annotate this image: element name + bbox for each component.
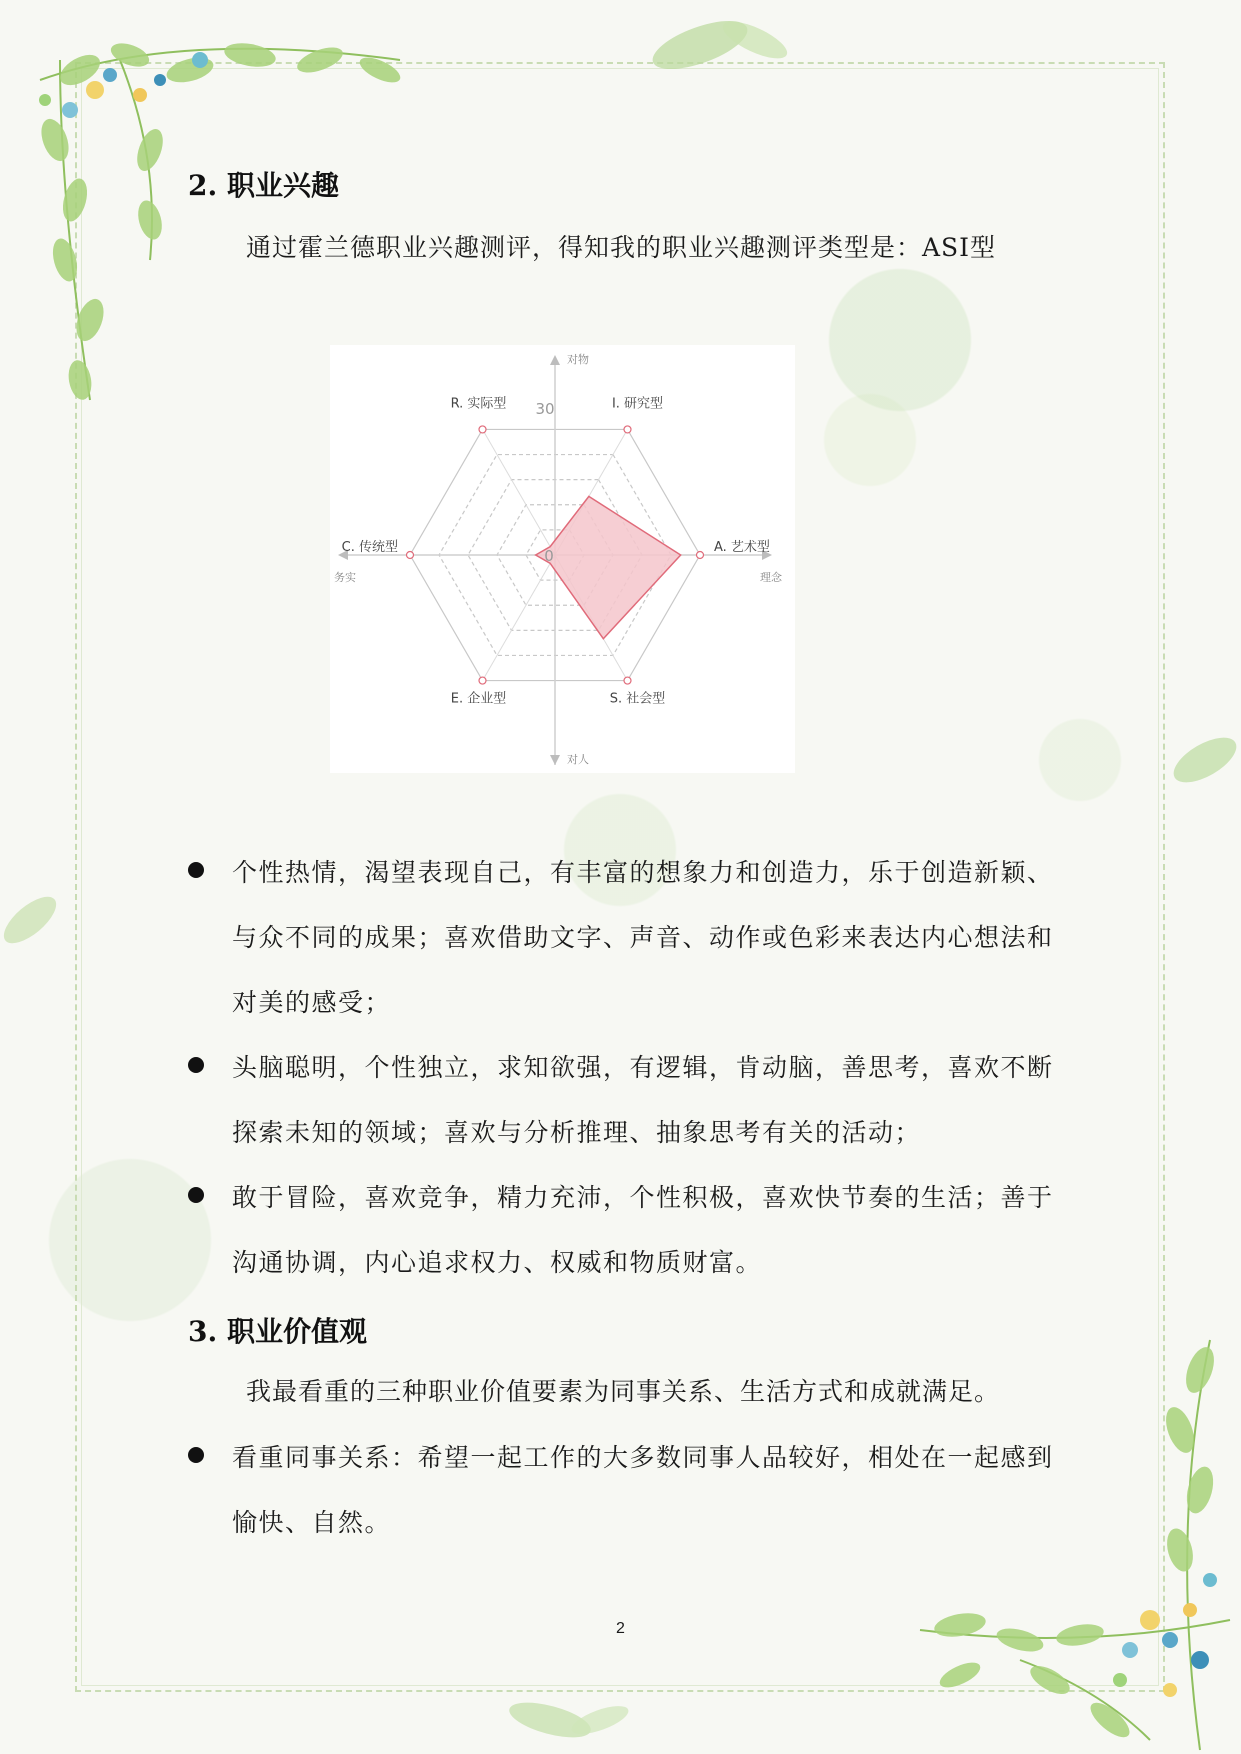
radar-axis-label: C. 传统型 <box>341 540 398 555</box>
page-number: 2 <box>616 1620 625 1637</box>
radar-data-area <box>536 496 681 638</box>
radar-chart-svg <box>330 345 795 773</box>
leaf-decoration-left <box>0 880 70 960</box>
section-heading-career-values: 3. 职业价值观 <box>188 1315 367 1348</box>
radar-tick-label: 30 <box>535 400 555 418</box>
interest-bullet-text: 个性热情，渴望表现自己，有丰富的想象力和创造力，乐于创造新颖、与众不同的成果；喜欢借助文字、声音、动作或色彩来表达内心想法和对美的感受； <box>232 858 1054 1017</box>
radar-vertex-marker <box>697 552 704 559</box>
radar-axis-label: A. 艺术型 <box>714 540 770 555</box>
interest-bullet-text: 头脑聪明，个性独立，求知欲强，有逻辑，肯动脑，善思考，喜欢不断探索未知的领域；喜欢与分析推理、抽象思考有关的活动； <box>232 1053 1054 1147</box>
radar-spoke <box>483 429 556 555</box>
direction-label-bottom: 对人 <box>567 753 589 766</box>
arrow-up-icon <box>550 355 560 365</box>
direction-label-right: 理念 <box>760 571 782 584</box>
bullet-dot <box>188 862 204 878</box>
radar-axis-label: S. 社会型 <box>609 691 666 707</box>
radar-axis-label: I. 研究型 <box>611 396 664 412</box>
radar-vertex-marker <box>479 677 486 684</box>
bullet-dot <box>188 1187 204 1203</box>
direction-label-top: 对物 <box>567 353 589 366</box>
section-heading-career-interest: 2. 职业兴趣 <box>188 169 339 202</box>
bullet-dot <box>188 1057 204 1073</box>
radar-vertex-marker <box>479 426 486 433</box>
leaf-decoration-top <box>640 10 800 80</box>
interest-intro-paragraph: 通过霍兰德职业兴趣测评，得知我的职业兴趣测评类型是：ASI型 <box>246 233 997 262</box>
values-bullet-text: 看重同事关系：希望一起工作的大多数同事人品较好，相处在一起感到 愉快、自然。 <box>232 1443 1054 1537</box>
values-intro-paragraph: 我最看重的三种职业价值要素为同事关系、生活方式和成就满足。 <box>246 1377 1001 1406</box>
radar-axis-label: E. 企业型 <box>450 691 507 707</box>
bullet-dot <box>188 1447 204 1463</box>
radar-vertex-marker <box>624 677 631 684</box>
direction-label-left: 务实 <box>334 571 356 584</box>
holland-radar-chart <box>330 345 795 773</box>
leaf-decoration-bottom <box>500 1690 640 1750</box>
leaf-decoration-right <box>1160 720 1241 800</box>
radar-axis-label: R. 实际型 <box>450 396 507 412</box>
radar-spoke <box>483 555 556 681</box>
interest-bullet-text: 敢于冒险，喜欢竞争，精力充沛，个性积极，喜欢快节奏的生活；善于沟通协调，内心追求权力、权威和物质财富。 <box>232 1183 1054 1277</box>
radar-vertex-marker <box>407 552 414 559</box>
arrow-down-icon <box>550 755 560 765</box>
radar-vertex-marker <box>624 426 631 433</box>
radar-tick-label: 0 <box>544 547 554 565</box>
